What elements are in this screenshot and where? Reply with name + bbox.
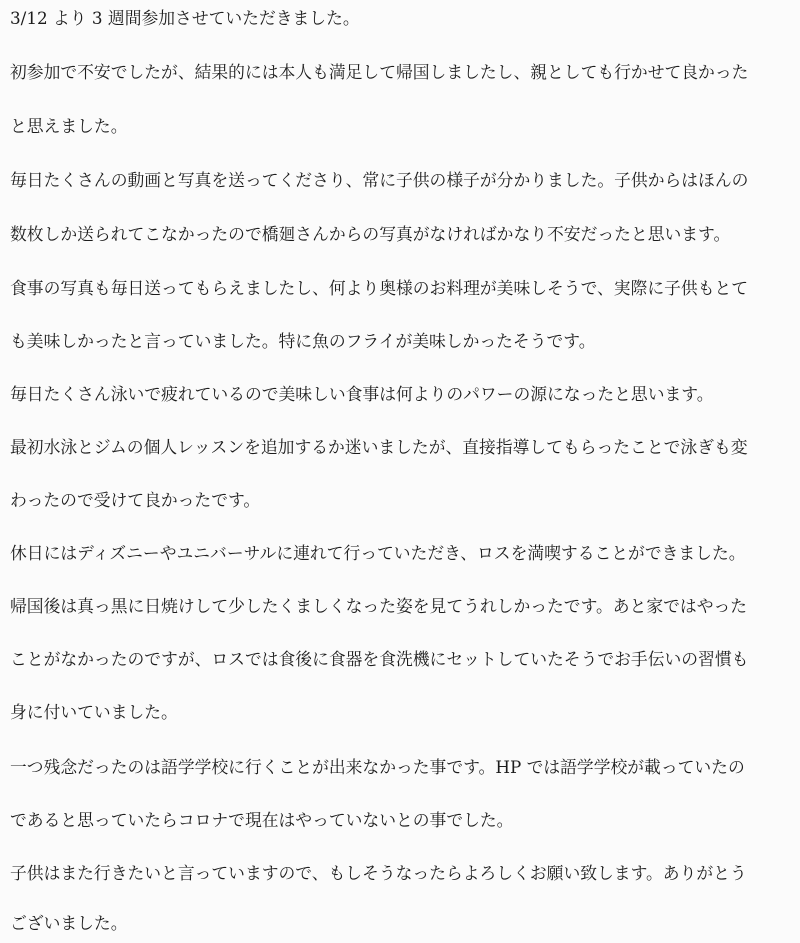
text-line-11: 休日にはディズニーやユニバーサルに連れて行っていただき、ロスを満喫することができました。 [10,543,746,563]
text-line-10: わったので受けて良かったです。 [10,490,261,510]
text-line-12: 帰国後は真っ黒に日焼けして少したくましくなった姿を見てうれしかったです。あと家ではやった [10,596,748,616]
text-line-6: 食事の写真も毎日送ってもらえましたし、何より奥様のお料理が美味しそうで、実際に子供もとて [10,278,749,298]
text-line-3: と思えました。 [10,116,128,136]
text-line-9: 最初水泳とジムの個人レッスンを追加するか迷いましたが、直接指導してもらったことで泳ぎも変 [10,437,748,457]
text-line-8: 毎日たくさん泳いで疲れているので美味しい食事は何よりのパワーの源になったと思います。 [10,384,714,404]
text-line-17: 子供はまた行きたいと言っていますので、もしそうなったらよろしくお願い致します。ありがとう [10,863,747,883]
text-line-7: も美味しかったと言っていました。特に魚のフライが美味しかったそうです。 [10,331,596,351]
text-line-15: 一つ残念だったのは語学学校に行くことが出来なかった事です。HP では語学学校が載っていたの [10,757,745,777]
text-line-5: 数枚しか送られてこなかったので橋廻さんからの写真がなければかなり不安だったと思います。 [10,224,731,244]
text-line-1: 3/12 より 3 週間参加させていただきました。 [10,8,360,28]
text-line-13: ことがなかったのですが、ロスでは食後に食器を食洗機にセットしていたそうでお手伝いの習慣も [10,649,749,669]
text-line-2: 初参加で不安でしたが、結果的には本人も満足して帰国しましたし、親としても行かせて良かった [10,62,749,82]
text-line-18: ございました。 [10,913,128,933]
text-line-16: であると思っていたらコロナで現在はやっていないとの事でした。 [10,810,514,830]
text-line-4: 毎日たくさんの動画と写真を送ってくださり、常に子供の様子が分かりました。子供からはほんの [10,170,749,190]
text-line-14: 身に付いていました。 [10,702,178,722]
